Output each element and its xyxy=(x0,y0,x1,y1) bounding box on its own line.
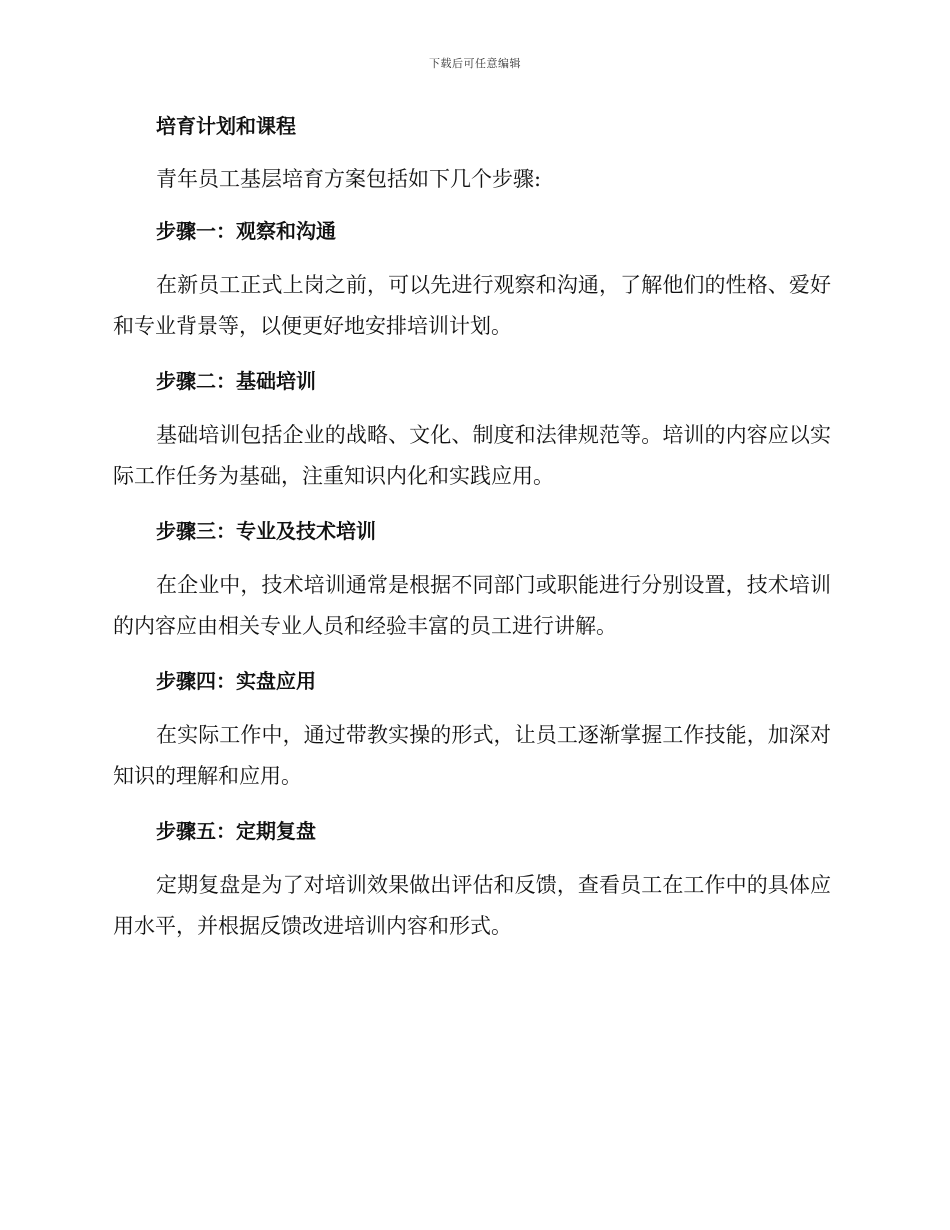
section-title: 培育计划和课程 xyxy=(156,114,296,138)
step-2-heading: 步骤二：基础培训 xyxy=(156,369,316,393)
step-5-heading: 步骤五：定期复盘 xyxy=(156,819,316,843)
step-3-body: 在企业中，技术培训通常是根据不同部门或职能进行分别设置，技术培训的内容应由相关专业人员和经验丰富的员工进行讲解。 xyxy=(113,573,831,638)
step-5-body: 定期复盘是为了对培训效果做出评估和反馈，查看员工在工作中的具体应用水平，并根据反馈改进培训内容和形式。 xyxy=(113,873,831,938)
document-content xyxy=(113,108,831,947)
step-3-heading: 步骤三：专业及技术培训 xyxy=(156,519,376,543)
step-1-heading: 步骤一：观察和沟通 xyxy=(156,219,336,243)
intro-paragraph: 青年员工基层培育方案包括如下几个步骤: xyxy=(156,167,542,191)
step-4-body: 在实际工作中，通过带教实操的形式，让员工逐渐掌握工作技能，加深对知识的理解和应用。 xyxy=(113,723,831,788)
header-note: 下载后可任意编辑 xyxy=(429,57,521,70)
step-4-heading: 步骤四：实盘应用 xyxy=(156,669,316,693)
step-1-body: 在新员工正式上岗之前，可以先进行观察和沟通，了解他们的性格、爱好和专业背景等，以便更好地安排培训计划。 xyxy=(113,273,831,338)
step-2-body: 基础培训包括企业的战略、文化、制度和法律规范等。培训的内容应以实际工作任务为基础，注重知识内化和实践应用。 xyxy=(113,423,831,488)
